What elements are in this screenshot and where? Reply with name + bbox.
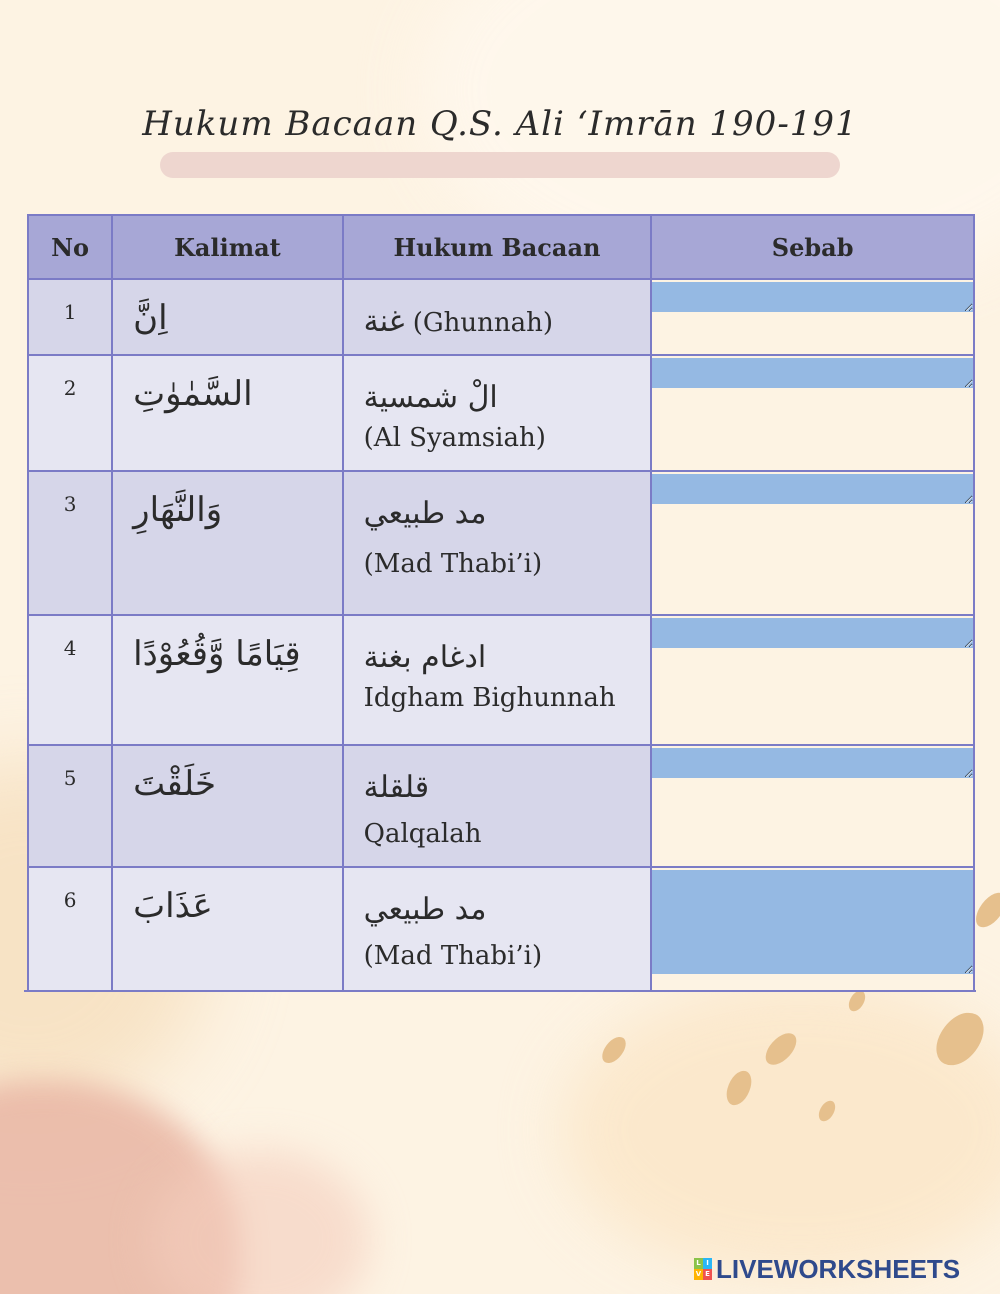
hukum-latin: (Ghunnah) — [412, 308, 554, 338]
kalimat-cell — [112, 279, 342, 355]
sebab-answer-input[interactable] — [652, 870, 973, 974]
hukum-cell — [343, 279, 652, 355]
kalimat-cell — [112, 745, 342, 867]
kalimat-cell — [112, 615, 342, 745]
hukum-arabic: مد طبيعي — [363, 892, 487, 927]
sebab-cell — [651, 745, 974, 867]
sebab-answer-input[interactable] — [652, 282, 973, 312]
sebab-answer-input[interactable] — [652, 748, 973, 778]
row-number: 3 — [28, 471, 112, 615]
kalimat-arabic: عَذَابَ — [133, 886, 213, 926]
sebab-cell — [651, 867, 974, 992]
table-row — [28, 867, 974, 992]
table-row — [28, 355, 974, 471]
sebab-answer-input[interactable] — [652, 618, 973, 648]
sebab-answer-input[interactable] — [652, 474, 973, 504]
table-row — [28, 471, 974, 615]
hukum-cell — [343, 615, 652, 745]
worksheet-title: Hukum Bacaan Q.S. Ali ʻImrān 190-191 — [142, 104, 858, 144]
hukum-latin: Idgham Bighunnah — [363, 682, 616, 713]
row-number: 5 — [28, 745, 112, 867]
sebab-cell — [651, 471, 974, 615]
table-row — [28, 615, 974, 745]
hukum-cell — [343, 867, 652, 992]
row-number: 2 — [28, 355, 112, 471]
liveworksheets-logo[interactable] — [694, 1252, 960, 1286]
liveworksheets-logo-icon: L I V E — [694, 1258, 712, 1280]
header-kalimat: Kalimat — [112, 215, 342, 279]
tajwid-table-container — [24, 214, 976, 992]
row-number: 1 — [28, 279, 112, 355]
kalimat-cell — [112, 355, 342, 471]
hukum-cell — [343, 745, 652, 867]
hukum-latin: (Mad Thabi’i) — [363, 940, 543, 971]
tajwid-table — [27, 214, 975, 992]
row-number: 6 — [28, 867, 112, 992]
sebab-cell — [651, 615, 974, 745]
hukum-latin: (Al Syamsiah) — [363, 422, 546, 453]
kalimat-arabic: خَلَقْتَ — [133, 764, 217, 804]
liveworksheets-brand-text: LIVEWORKSHEETS — [716, 1253, 961, 1284]
hukum-arabic: مد طبيعي — [363, 496, 487, 531]
table-row — [28, 745, 974, 867]
kalimat-cell — [112, 867, 342, 992]
kalimat-arabic: السَّمٰوٰتِ — [133, 374, 253, 414]
hukum-latin: (Mad Thabi’i) — [363, 548, 543, 579]
kalimat-arabic: قِيَامًا وَّقُعُوْدًا — [133, 634, 301, 674]
table-row — [28, 279, 974, 355]
kalimat-arabic: اِنَّ — [133, 298, 168, 338]
row-number: 4 — [28, 615, 112, 745]
kalimat-cell — [112, 471, 342, 615]
sebab-cell — [651, 279, 974, 355]
sebab-answer-input[interactable] — [652, 358, 973, 388]
hukum-cell — [343, 471, 652, 615]
hukum-arabic: قلقلة — [363, 770, 430, 805]
header-no: No — [28, 215, 112, 279]
kalimat-arabic: وَالنَّهَارِ — [133, 490, 223, 530]
header-sebab: Sebab — [651, 215, 974, 279]
hukum-arabic: غنة — [363, 304, 405, 339]
hukum-latin: Qalqalah — [363, 818, 482, 849]
hukum-cell — [343, 355, 652, 471]
hukum-arabic: ادغام بغنة — [363, 640, 487, 675]
header-hukum-bacaan: Hukum Bacaan — [343, 215, 652, 279]
table-header-row — [28, 215, 974, 279]
hukum-arabic: الْ شمسية — [363, 380, 498, 415]
title-underline-bar — [160, 152, 840, 178]
sebab-cell — [651, 355, 974, 471]
